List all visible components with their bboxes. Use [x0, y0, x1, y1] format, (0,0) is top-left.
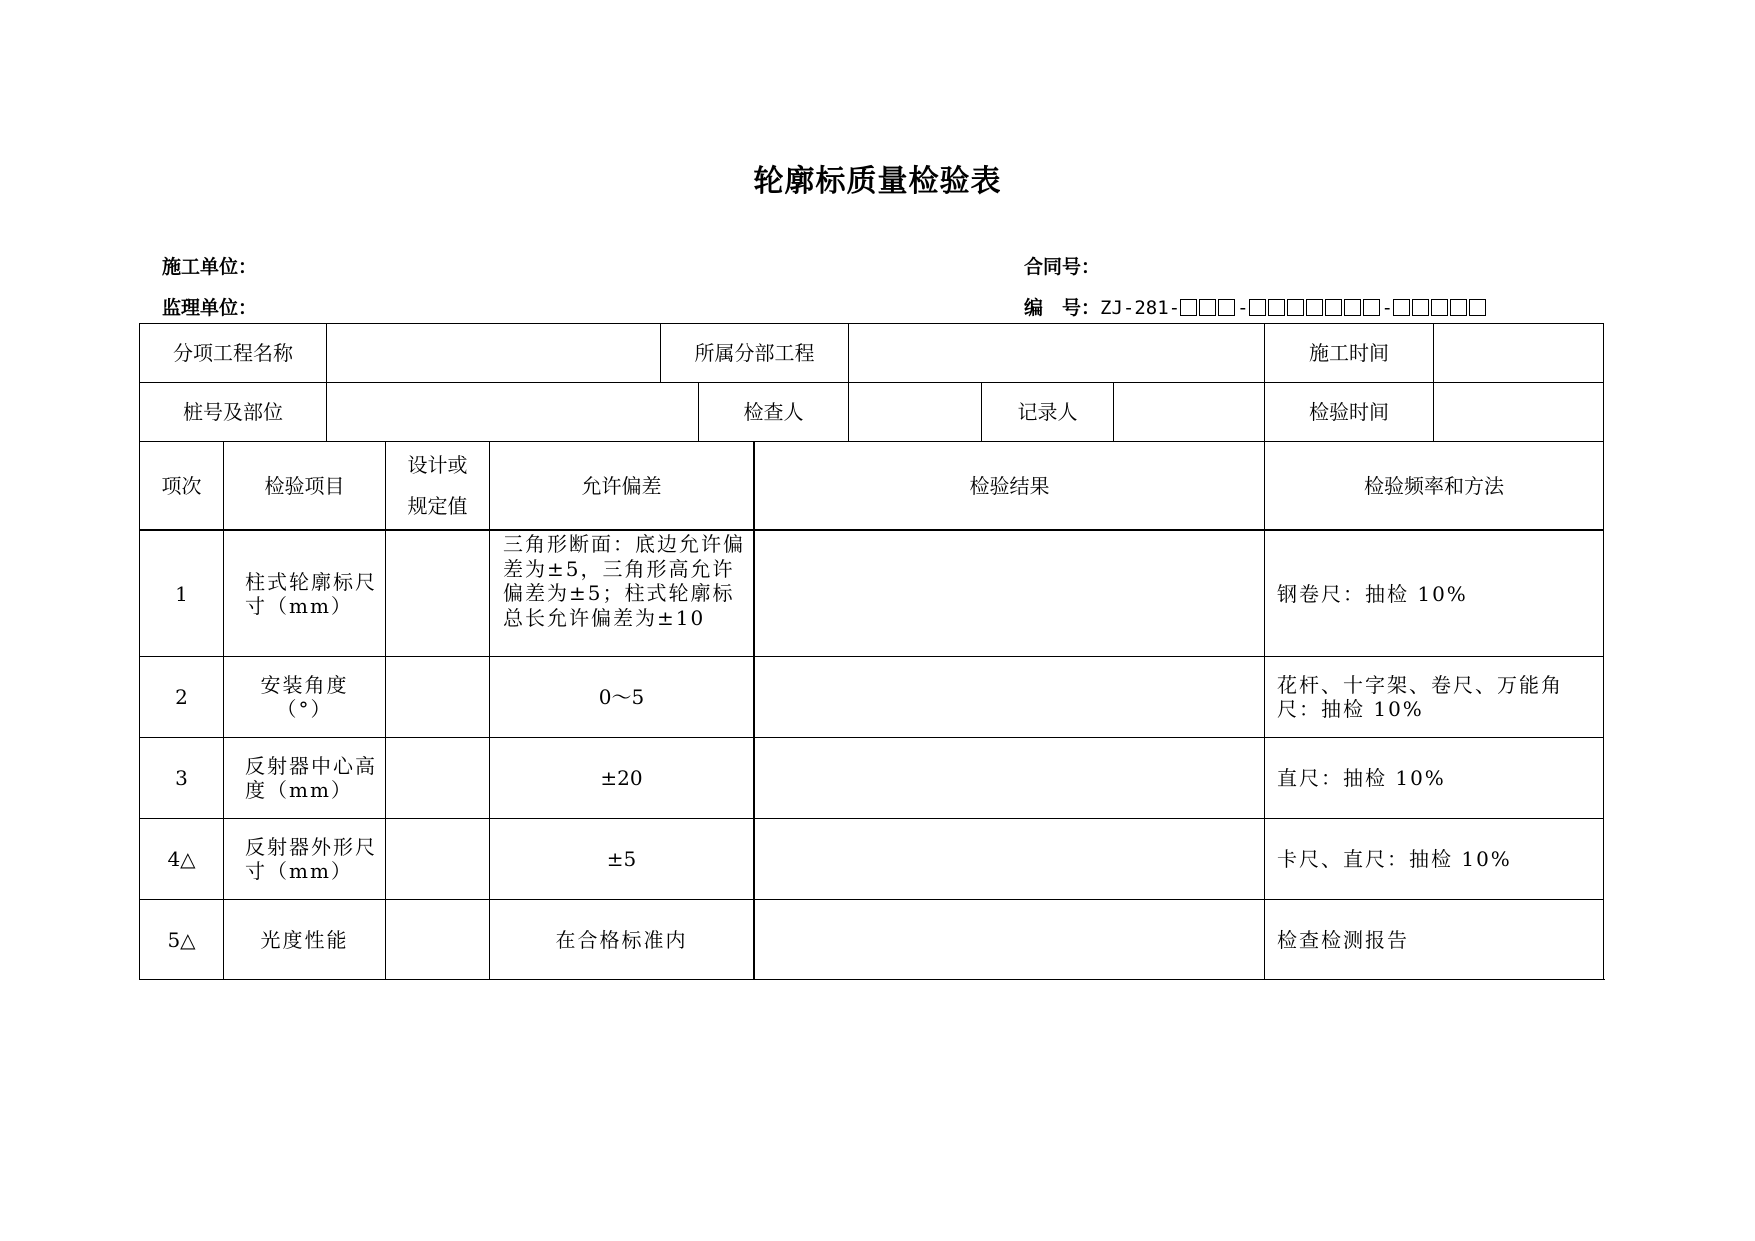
row-4-result-field[interactable] [755, 819, 1264, 899]
serial-box [1325, 299, 1342, 316]
row-4-no: 4△ [167, 847, 196, 871]
row-3-design-field[interactable] [386, 738, 489, 818]
page-title: 轮廓标质量检验表 [753, 164, 1002, 199]
construction-time-label: 施工时间 [1309, 341, 1389, 365]
recorder-field[interactable] [1114, 383, 1264, 441]
row-4-tolerance: ±5 [606, 847, 637, 871]
row-2-design-field[interactable] [386, 657, 489, 737]
belonging-part-label: 所属分部工程 [694, 341, 815, 365]
serial-number [1024, 293, 1488, 320]
row-2-tolerance: 0～5 [598, 685, 645, 709]
serial-separator: - [1237, 297, 1249, 319]
row-5-result-field[interactable] [755, 900, 1264, 979]
recorder-label: 记录人 [1017, 400, 1078, 424]
serial-box [1199, 299, 1216, 316]
row-2-result-field[interactable] [755, 657, 1264, 737]
row-1-no: 1 [175, 581, 188, 606]
inspection-time-label: 检验时间 [1309, 400, 1389, 424]
station-field[interactable] [327, 383, 698, 441]
column-header-design-line2: 规定值 [407, 493, 468, 518]
subitem-name-field[interactable] [327, 324, 660, 382]
row-4-item: 反射器外形尺寸（mm） [245, 835, 377, 883]
serial-box [1469, 299, 1486, 316]
serial-separator: - [1381, 297, 1393, 319]
row-1-item: 柱式轮廓标尺寸（mm） [245, 569, 377, 618]
construction-unit-label: 施工单位： [162, 256, 258, 278]
row-1-method: 钢卷尺：抽检 10% [1277, 581, 1468, 606]
row-4-method: 卡尺、直尺：抽检 10% [1277, 847, 1512, 871]
row-1-result-field[interactable] [755, 531, 1264, 656]
row-5-item: 光度性能 [260, 927, 349, 952]
column-header-no: 项次 [161, 473, 202, 498]
row-2-method: 花杆、十字架、卷尺、万能角尺：抽检 10% [1277, 673, 1563, 721]
station-label: 桩号及部位 [183, 400, 283, 424]
serial-box [1344, 299, 1361, 316]
row-4-design-field[interactable] [386, 819, 489, 899]
row-1-design-field[interactable] [386, 531, 489, 656]
row-3-no: 3 [175, 766, 188, 790]
column-header-item: 检验项目 [264, 473, 345, 498]
serial-box [1450, 299, 1467, 316]
row-2-item: 安装角度（°） [260, 673, 349, 721]
contract-no-label: 合同号： [1024, 256, 1101, 278]
column-header-tolerance: 允许偏差 [581, 473, 662, 498]
inspector-label: 检查人 [743, 400, 804, 424]
column-header-design-line1: 设计或 [407, 452, 468, 477]
serial-box [1268, 299, 1285, 316]
column-header-method: 检验频率和方法 [1364, 473, 1504, 498]
belonging-part-field[interactable] [849, 324, 1264, 382]
serial-box [1412, 299, 1429, 316]
supervision-unit-label: 监理单位： [162, 297, 258, 319]
row-3-item: 反射器中心高度（mm） [245, 754, 377, 802]
serial-prefix: ZJ-281- [1100, 297, 1181, 319]
row-2-no: 2 [175, 685, 188, 709]
column-header-design [386, 442, 489, 529]
row-3-tolerance: ±20 [600, 766, 643, 790]
serial-box [1180, 299, 1197, 316]
serial-box [1393, 299, 1410, 316]
row-1-tolerance: 三角形断面：底边允许偏差为±5，三角形高允许偏差为±5；柱式轮廓标总长允许偏差为±10 [503, 532, 745, 630]
row-5-method: 检查检测报告 [1277, 927, 1409, 952]
inspector-field[interactable] [849, 383, 981, 441]
row-5-no: 5△ [167, 927, 196, 952]
serial-box [1218, 299, 1235, 316]
serial-label: 编 号： [1024, 297, 1101, 319]
grid-line [139, 979, 1605, 980]
subitem-name-label: 分项工程名称 [173, 341, 293, 365]
serial-box [1363, 299, 1380, 316]
serial-box [1287, 299, 1304, 316]
serial-box [1306, 299, 1323, 316]
row-3-method: 直尺：抽检 10% [1277, 766, 1446, 790]
column-header-result: 检验结果 [969, 473, 1050, 498]
row-5-tolerance: 在合格标准内 [555, 927, 688, 952]
serial-box [1431, 299, 1448, 316]
serial-box [1249, 299, 1266, 316]
row-5-design-field[interactable] [386, 900, 489, 979]
construction-time-field[interactable] [1434, 324, 1603, 382]
row-3-result-field[interactable] [755, 738, 1264, 818]
grid-line [1603, 323, 1604, 980]
inspection-time-field[interactable] [1434, 383, 1603, 441]
